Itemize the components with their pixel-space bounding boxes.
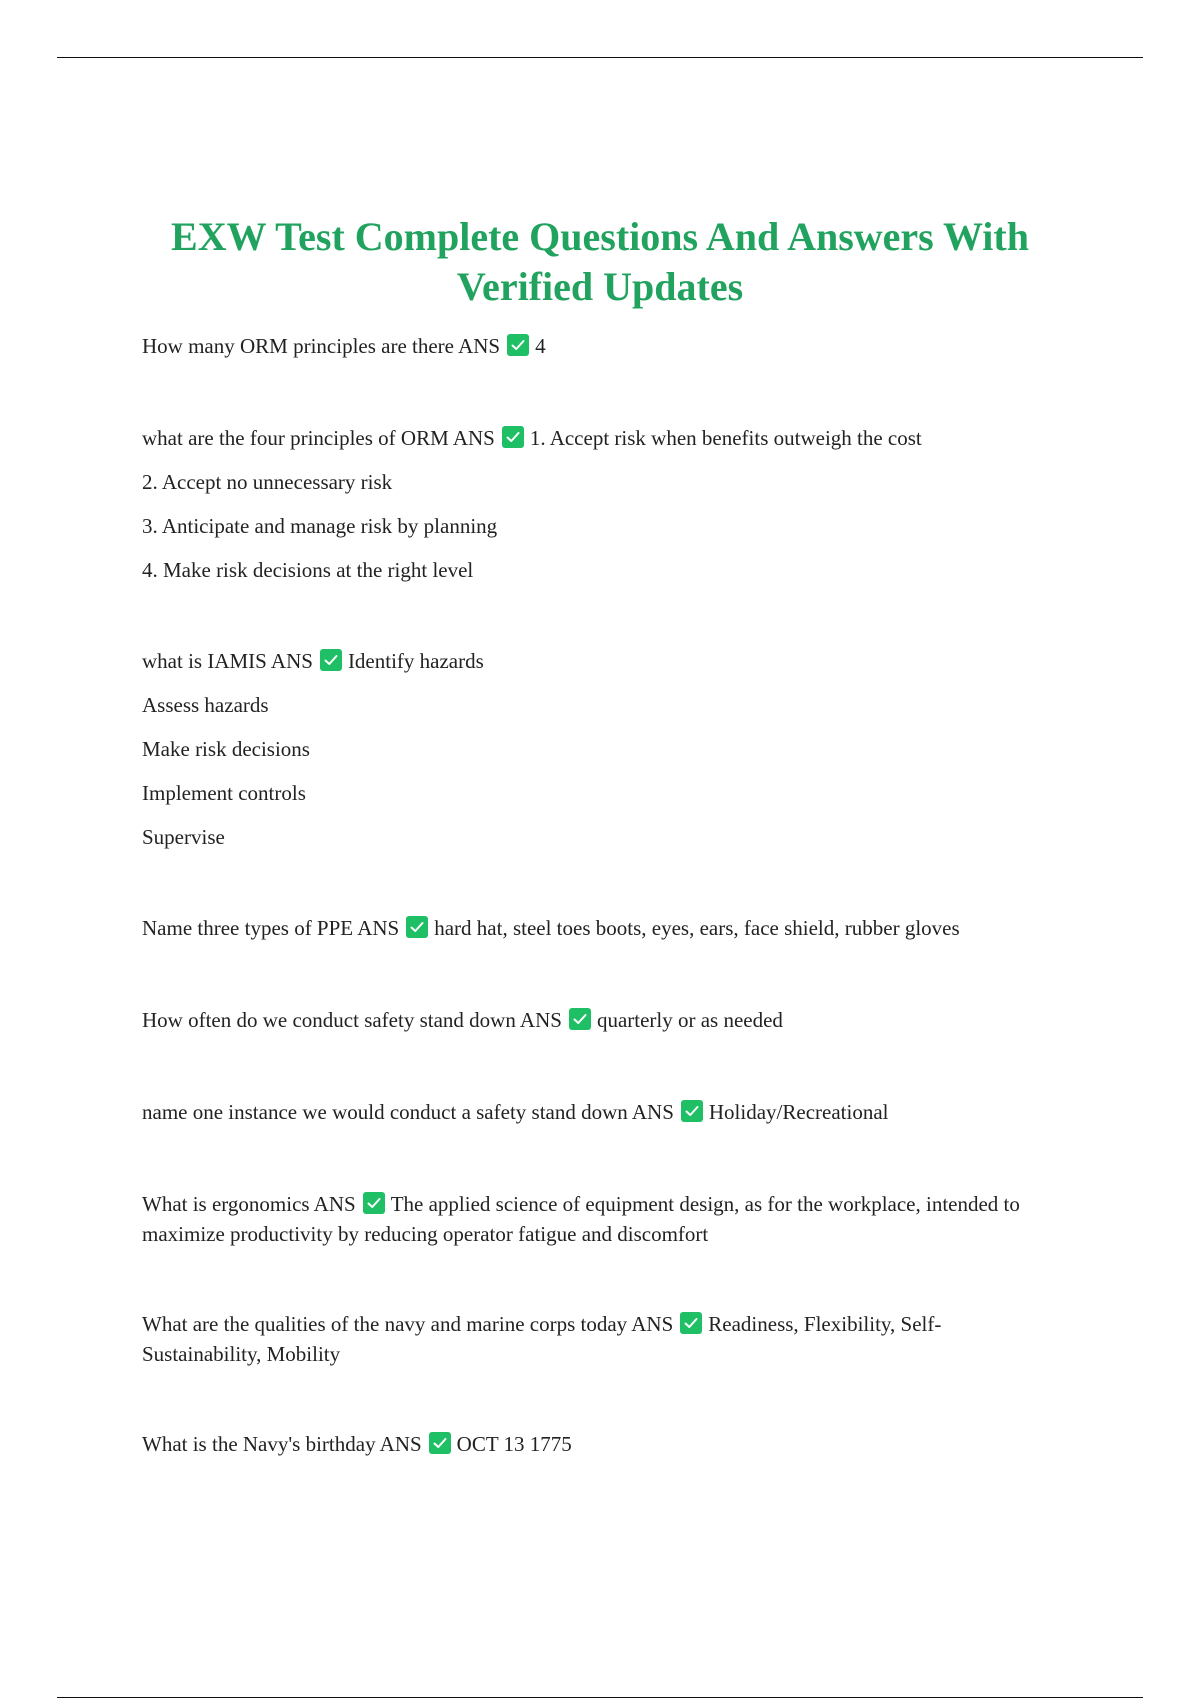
checkmark-icon [363,1192,385,1214]
checkmark-icon [502,426,524,448]
checkmark-icon [429,1432,451,1454]
answer-line: Implement controls [142,781,306,805]
checkmark-icon [507,334,529,356]
checkmark-icon [680,1312,702,1334]
qa-item-7 [142,1189,1022,1249]
question-text: What is the Navy's birthday ANS [142,1432,422,1456]
answer-text: 4 [535,334,546,358]
answer-line: 2. Accept no unnecessary risk [142,470,393,494]
answer-line: Make risk decisions [142,737,310,761]
document-title [0,212,1200,312]
answer-text: The applied science of equipment design, as for the workplace, intended to maximize productivity by reducing operator fatigue and discomfort [142,1192,1020,1246]
title-line-1: EXW Test Complete Questions And Answers With [171,214,1029,259]
top-rule [57,57,1143,58]
qa-item-1 [142,331,1042,361]
question-text: How often do we conduct safety stand down ANS [142,1008,562,1032]
qa-item-4 [142,913,1042,943]
question-text: What is ergonomics ANS [142,1192,356,1216]
answer-text: 1. Accept risk when benefits outweigh the cost [529,426,922,450]
question-text: what are the four principles of ORM ANS [142,426,495,450]
title-line-2: Verified Updates [456,264,744,309]
answer-line: 3. Anticipate and manage risk by planning [142,514,498,538]
question-text: what is IAMIS ANS [142,649,313,673]
bottom-rule [57,1697,1143,1698]
answer-text: Readiness, Flexibility, Self-Sustainability, Mobility [142,1312,942,1366]
qa-item-5 [142,1005,1042,1035]
checkmark-icon [569,1008,591,1030]
checkmark-icon [320,649,342,671]
answer-text: OCT 13 1775 [456,1432,572,1456]
qa-item-2 [142,423,1042,585]
answer-text: Holiday/Recreational [708,1100,889,1124]
question-text: Name three types of PPE ANS [142,916,400,940]
answer-line: Assess hazards [142,693,269,717]
question-text: name one instance we would conduct a safety stand down ANS [142,1100,674,1124]
qa-item-8 [142,1309,1022,1369]
answer-text: Identify hazards [347,649,484,673]
qa-item-9 [142,1429,1042,1459]
checkmark-icon [681,1100,703,1122]
answer-line: Supervise [142,825,225,849]
question-text: How many ORM principles are there ANS [142,334,501,358]
answer-line: 4. Make risk decisions at the right level [142,558,474,582]
answer-text: quarterly or as needed [596,1008,783,1032]
checkmark-icon [406,916,428,938]
qa-item-3 [142,646,1042,852]
question-text: What are the qualities of the navy and marine corps today ANS [142,1312,674,1336]
qa-item-6 [142,1097,1042,1127]
answer-text: hard hat, steel toes boots, eyes, ears, face shield, rubber gloves [434,916,960,940]
